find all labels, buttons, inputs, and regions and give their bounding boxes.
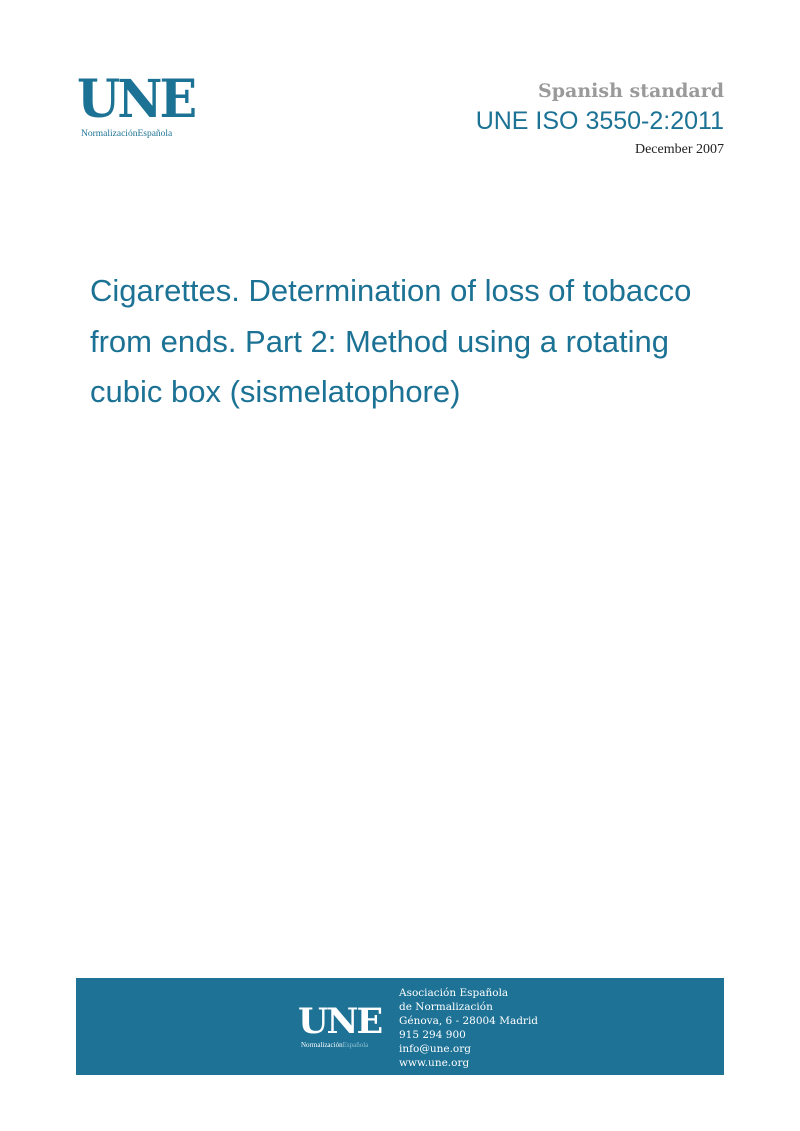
footer-logo-tagline-part2: Española — [342, 1041, 369, 1049]
footer-logo-tagline-part1: Normalización — [301, 1041, 343, 1049]
logo-tagline-part1: Normalización — [81, 129, 138, 139]
logo-wordmark: UNE — [77, 69, 195, 130]
title-line-1: Cigarettes. Determination of loss of tobacco — [90, 273, 692, 308]
org-name-line1: Asociación Española — [399, 987, 509, 999]
org-email-link[interactable]: info@une.org — [399, 1043, 471, 1055]
logo-tagline-part2: Española — [137, 129, 173, 139]
standard-label: Spanish standard — [538, 80, 724, 102]
footer-logo-tagline — [301, 1041, 368, 1049]
document-title — [90, 266, 760, 418]
footer-banner — [76, 978, 724, 1075]
logo-tagline — [81, 129, 172, 139]
une-logo — [77, 69, 197, 144]
org-name-line2: de Normalización — [399, 1001, 493, 1013]
standard-header — [476, 78, 724, 160]
footer-logo-wordmark: UNE — [298, 1001, 382, 1042]
org-address: Génova, 6 - 28004 Madrid — [399, 1015, 539, 1027]
footer-contact-info — [399, 986, 538, 1070]
title-line-3: cubic box (sismelatophore) — [90, 374, 461, 409]
org-website-link[interactable]: www.une.org — [399, 1057, 470, 1069]
title-line-2: from ends. Part 2: Method using a rotating — [90, 323, 669, 359]
standard-code: UNE ISO 3550-2:2011 — [475, 107, 724, 135]
footer-logo — [298, 1001, 388, 1054]
standard-date: December 2007 — [634, 142, 724, 157]
org-phone: 915 294 900 — [399, 1029, 466, 1041]
